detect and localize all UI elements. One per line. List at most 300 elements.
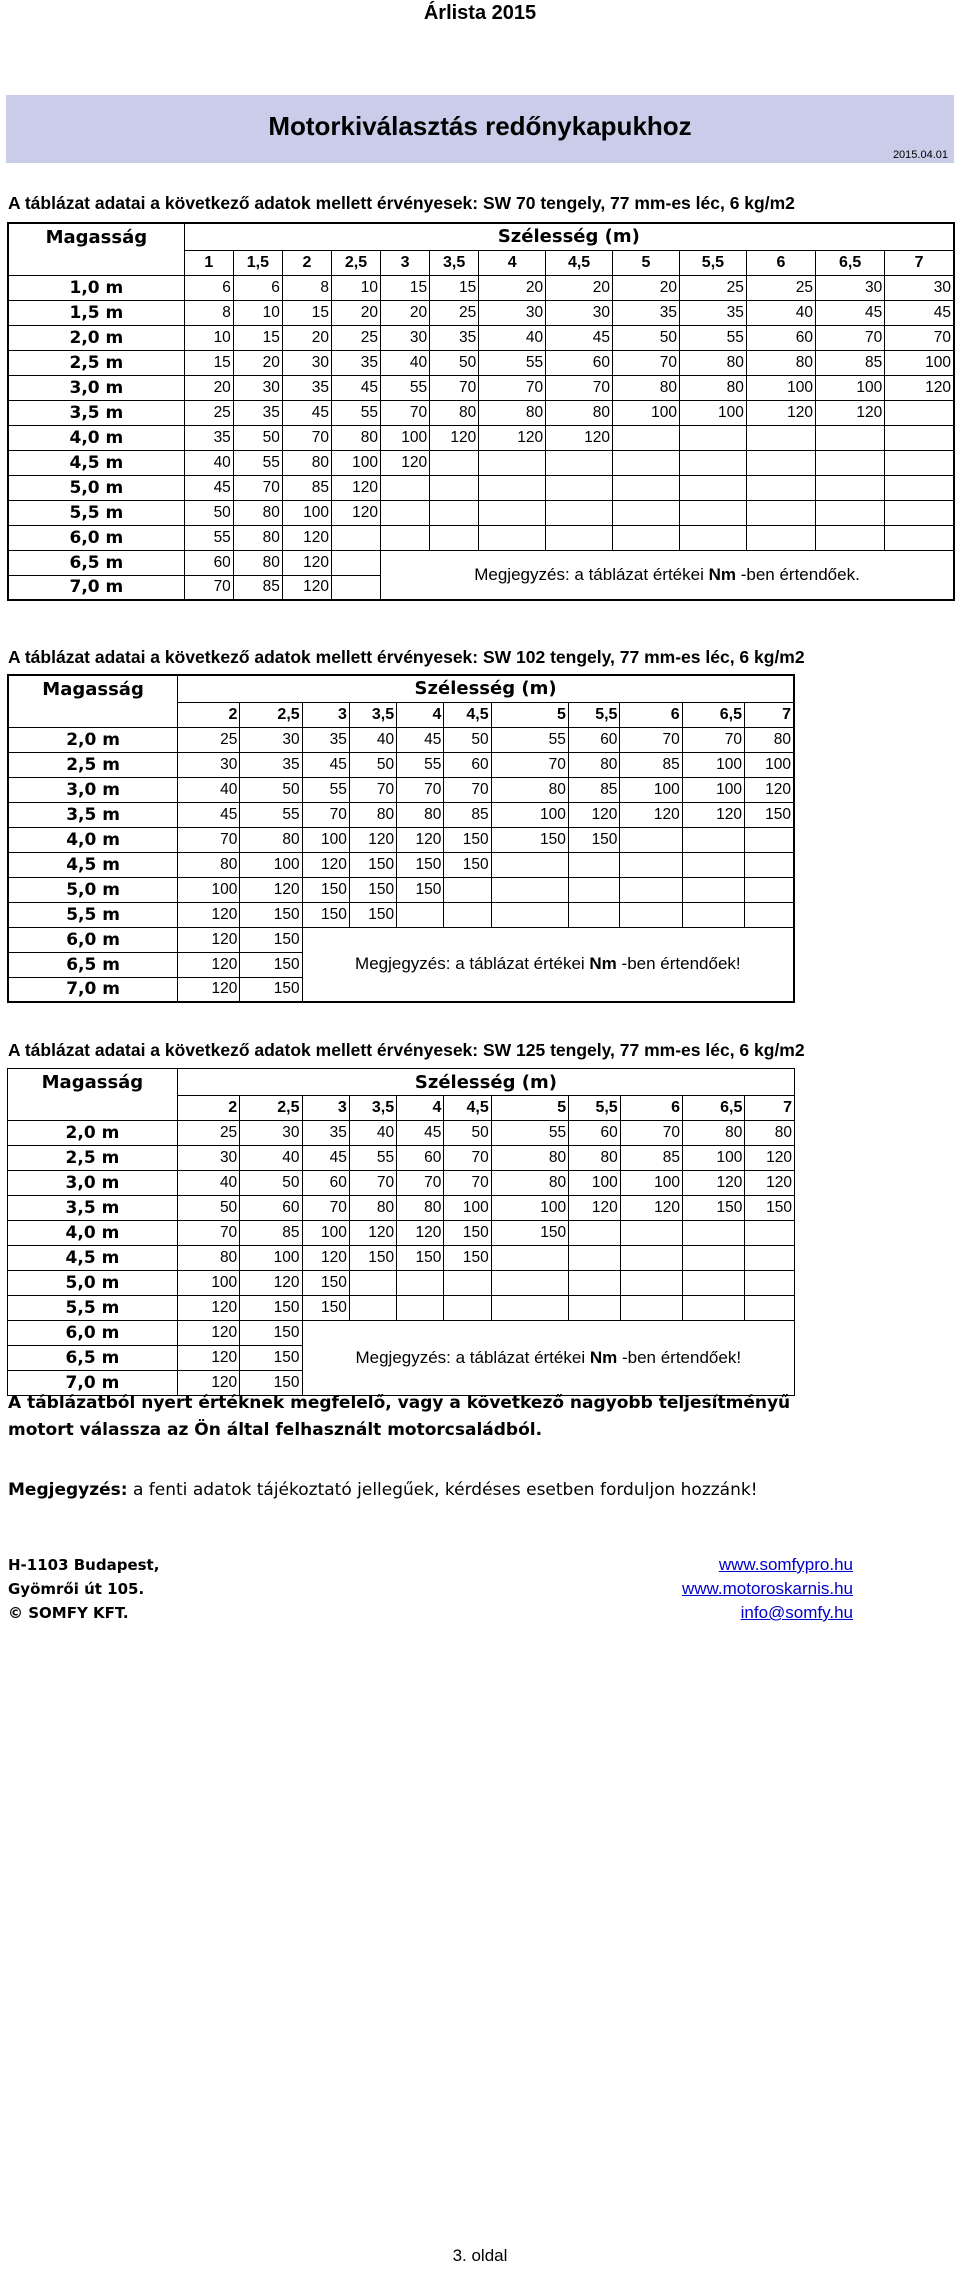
address-line-2: Gyömrői út 105.	[8, 1580, 145, 1598]
row-height-label: 6,0 m	[8, 1321, 178, 1346]
table-cell	[491, 852, 568, 877]
table-cell	[613, 525, 680, 550]
table-cell: 120	[546, 425, 613, 450]
table-cell: 100	[613, 400, 680, 425]
table-cell: 20	[381, 300, 430, 325]
table-cell: 100	[331, 450, 380, 475]
table-cell: 60	[546, 350, 613, 375]
table-cell: 10	[233, 300, 282, 325]
width-value: 4,5	[546, 250, 613, 275]
table-cell	[397, 1271, 444, 1296]
row-height-label: 4,0 m	[8, 827, 178, 852]
company-address	[8, 1553, 159, 1625]
table-cell: 120	[282, 525, 331, 550]
table-cell: 120	[620, 802, 682, 827]
table-cell: 80	[683, 1121, 745, 1146]
table-cell	[679, 425, 746, 450]
table-cell: 55	[479, 350, 546, 375]
table-cell: 35	[679, 300, 746, 325]
table-cell	[746, 525, 815, 550]
table-cell: 55	[491, 1121, 568, 1146]
width-value: 2	[177, 1096, 239, 1121]
width-value: 6,5	[683, 1096, 745, 1121]
table-cell: 60	[568, 727, 620, 752]
table-cell: 120	[885, 375, 954, 400]
table-cell: 80	[233, 525, 282, 550]
table-cell: 35	[613, 300, 680, 325]
table-cell: 120	[569, 1196, 621, 1221]
table-cell: 25	[178, 727, 240, 752]
table-cell: 80	[745, 1121, 795, 1146]
table-row	[8, 425, 954, 450]
table-cell: 100	[177, 1271, 239, 1296]
link-email[interactable]: info@somfy.hu	[740, 1603, 853, 1622]
table-cell: 150	[683, 1196, 745, 1221]
table-cell	[430, 450, 479, 475]
table-cell: 100	[178, 877, 240, 902]
table-cell	[491, 877, 568, 902]
table-cell: 80	[746, 350, 815, 375]
table-cell: 20	[184, 375, 233, 400]
table-cell: 150	[397, 1246, 444, 1271]
table-row	[8, 500, 954, 525]
table-cell: 70	[620, 1121, 682, 1146]
table-cell: 40	[746, 300, 815, 325]
banner-date: 2015.04.01	[892, 149, 948, 161]
disclaimer-text: a fenti adatok tájékoztató jellegűek, kérdéses esetben forduljon hozzánk!	[127, 1480, 758, 1500]
table-cell: 80	[479, 400, 546, 425]
table-cell	[569, 1246, 621, 1271]
title-banner	[6, 95, 954, 163]
table-cell: 120	[620, 1196, 682, 1221]
table-cell: 55	[679, 325, 746, 350]
height-header: Magasság	[8, 1069, 178, 1096]
note-suffix: -ben értendőek!	[617, 1347, 742, 1367]
table-cell: 45	[302, 1146, 349, 1171]
table-cell: 50	[613, 325, 680, 350]
table-cell	[683, 1271, 745, 1296]
height-header: Magasság	[8, 675, 178, 702]
table-cell: 150	[302, 877, 349, 902]
width-value: 4	[397, 702, 444, 727]
table-cell: 120	[683, 1171, 745, 1196]
table-cell: 150	[240, 902, 302, 927]
table-cell: 50	[184, 500, 233, 525]
table-row	[8, 802, 794, 827]
table-cell: 100	[682, 752, 744, 777]
note-unit: Nm	[708, 564, 736, 584]
width-values-row	[8, 1096, 795, 1121]
table-cell: 15	[381, 275, 430, 300]
table-cell	[746, 500, 815, 525]
row-height-label: 1,0 m	[8, 275, 184, 300]
table-cell: 55	[397, 752, 444, 777]
table-cell: 70	[444, 1146, 491, 1171]
table-cell	[613, 425, 680, 450]
table-cell: 80	[569, 1146, 621, 1171]
width-value: 4	[479, 250, 546, 275]
table-cell	[479, 525, 546, 550]
table-row	[8, 1221, 795, 1246]
table-cell: 35	[430, 325, 479, 350]
table-cell	[816, 525, 885, 550]
table-cell	[620, 877, 682, 902]
row-height-label: 3,5 m	[8, 802, 178, 827]
row-height-label: 2,0 m	[8, 1121, 178, 1146]
header-blank-cell	[8, 1096, 178, 1121]
table-cell	[745, 1296, 795, 1321]
table-cell	[745, 1271, 795, 1296]
table-cell	[683, 1221, 745, 1246]
table-cell	[620, 1271, 682, 1296]
width-value: 1,5	[233, 250, 282, 275]
table-cell: 35	[302, 1121, 349, 1146]
table-cell	[491, 1296, 568, 1321]
table-row	[8, 475, 954, 500]
row-height-label: 2,5 m	[8, 1146, 178, 1171]
table3-caption: A táblázat adatai a következő adatok mellett érvényesek: SW 125 tengely, 77 mm-es léc, 6 kg/m2	[8, 1040, 805, 1060]
torque-table-sw102	[7, 674, 795, 1003]
row-height-label: 4,5 m	[8, 852, 178, 877]
table-cell: 150	[349, 1246, 396, 1271]
table-cell: 30	[178, 752, 240, 777]
table-row	[8, 325, 954, 350]
width-value: 6	[746, 250, 815, 275]
row-height-label: 6,5 m	[8, 1346, 178, 1371]
table-cell: 55	[491, 727, 568, 752]
table-cell	[885, 425, 954, 450]
link-somfypro[interactable]: www.somfypro.hu	[718, 1555, 853, 1574]
table-cell	[331, 550, 380, 575]
table-cell: 150	[240, 1321, 302, 1346]
table-cell: 20	[479, 275, 546, 300]
table-cell: 60	[397, 1146, 444, 1171]
table-cell: 70	[397, 1171, 444, 1196]
table-cell: 85	[568, 777, 620, 802]
table-cell: 120	[282, 550, 331, 575]
width-value: 4,5	[444, 1096, 491, 1121]
table-cell	[885, 450, 954, 475]
contact-links	[682, 1553, 853, 1625]
table-cell	[620, 827, 682, 852]
table-cell: 100	[816, 375, 885, 400]
table-cell	[745, 1246, 795, 1271]
table-cell: 85	[233, 575, 282, 600]
table-cell: 100	[282, 500, 331, 525]
table-cell	[546, 475, 613, 500]
table-cell: 70	[479, 375, 546, 400]
table-cell	[479, 500, 546, 525]
table-cell: 150	[397, 877, 444, 902]
table-cell	[816, 475, 885, 500]
table-row	[8, 1246, 795, 1271]
row-height-label: 3,0 m	[8, 1171, 178, 1196]
row-height-label: 2,0 m	[8, 727, 178, 752]
link-motoroskarnis[interactable]: www.motoroskarnis.hu	[681, 1579, 853, 1598]
table-cell	[381, 475, 430, 500]
row-height-label: 7,0 m	[8, 575, 184, 600]
table-cell: 80	[397, 1196, 444, 1221]
table-cell	[568, 852, 620, 877]
width-value: 3,5	[349, 1096, 396, 1121]
table-cell: 10	[184, 325, 233, 350]
table-row	[8, 375, 954, 400]
table-row	[8, 902, 794, 927]
table-cell: 120	[178, 927, 240, 952]
table-cell: 45	[331, 375, 380, 400]
table-cell: 40	[178, 777, 240, 802]
table-cell: 150	[491, 1221, 568, 1246]
note-suffix: -ben értendőek.	[736, 564, 860, 584]
table-cell: 70	[430, 375, 479, 400]
table-cell: 120	[746, 400, 815, 425]
row-height-label: 3,0 m	[8, 777, 178, 802]
table-cell	[444, 877, 491, 902]
table-cell: 55	[302, 777, 349, 802]
table-cell	[397, 1296, 444, 1321]
header-blank-cell	[8, 702, 178, 727]
table-cell: 120	[397, 1221, 444, 1246]
table-cell: 80	[491, 1146, 568, 1171]
table-row	[8, 1196, 795, 1221]
table-cell: 120	[177, 1371, 239, 1396]
table-cell: 85	[240, 1221, 302, 1246]
table-row	[8, 877, 794, 902]
table-cell: 120	[381, 450, 430, 475]
table-cell: 40	[177, 1171, 239, 1196]
table-cell	[491, 1271, 568, 1296]
table-cell: 100	[240, 1246, 302, 1271]
table-cell: 30	[546, 300, 613, 325]
table-cell: 100	[302, 1221, 349, 1246]
table-cell	[613, 475, 680, 500]
disclaimer	[8, 1477, 758, 1504]
width-value: 6	[620, 1096, 682, 1121]
row-height-label: 6,0 m	[8, 927, 178, 952]
table-cell: 80	[546, 400, 613, 425]
table-cell: 55	[233, 450, 282, 475]
row-height-label: 2,5 m	[8, 752, 178, 777]
table-cell: 60	[302, 1171, 349, 1196]
table-cell: 80	[679, 350, 746, 375]
table-cell: 150	[240, 1371, 302, 1396]
table-cell	[569, 1296, 621, 1321]
width-value: 5,5	[679, 250, 746, 275]
table-cell: 70	[177, 1221, 239, 1246]
table-row	[8, 827, 794, 852]
table-cell: 70	[613, 350, 680, 375]
table-cell: 20	[282, 325, 331, 350]
width-value: 5	[613, 250, 680, 275]
table-cell: 150	[240, 1296, 302, 1321]
table-cell: 150	[240, 977, 302, 1002]
width-value: 7	[745, 1096, 795, 1121]
table-cell: 35	[282, 375, 331, 400]
table-cell: 100	[744, 752, 794, 777]
row-height-label: 4,0 m	[8, 425, 184, 450]
table-cell: 35	[233, 400, 282, 425]
table-cell: 25	[331, 325, 380, 350]
table-cell: 45	[546, 325, 613, 350]
table-cell: 85	[444, 802, 491, 827]
table-cell	[682, 902, 744, 927]
width-value: 4	[397, 1096, 444, 1121]
table-cell: 85	[620, 1146, 682, 1171]
table-cell: 80	[349, 1196, 396, 1221]
table2-caption: A táblázat adatai a következő adatok mellett érvényesek: SW 102 tengely, 77 mm-es léc, 6 kg/m2	[8, 647, 805, 667]
table-cell: 35	[302, 727, 349, 752]
table-cell	[331, 525, 380, 550]
table-cell: 150	[240, 1346, 302, 1371]
table-row	[8, 752, 794, 777]
table-cell: 60	[444, 752, 491, 777]
table-cell	[349, 1296, 396, 1321]
table-cell: 35	[331, 350, 380, 375]
table-cell	[331, 575, 380, 600]
table-cell	[546, 450, 613, 475]
table-row	[8, 550, 954, 575]
table-cell: 25	[679, 275, 746, 300]
table-cell: 50	[444, 727, 491, 752]
row-height-label: 7,0 m	[8, 1371, 178, 1396]
table-cell: 35	[240, 752, 302, 777]
table-cell	[682, 877, 744, 902]
table-cell: 60	[184, 550, 233, 575]
table-cell	[744, 827, 794, 852]
table-cell: 50	[430, 350, 479, 375]
table-cell: 120	[240, 877, 302, 902]
table-cell: 150	[444, 1246, 491, 1271]
table-cell: 150	[397, 852, 444, 877]
table-cell: 150	[302, 1296, 349, 1321]
width-value: 6,5	[682, 702, 744, 727]
table-cell	[568, 877, 620, 902]
table-cell: 80	[491, 777, 568, 802]
width-value: 7	[744, 702, 794, 727]
table-cell	[444, 902, 491, 927]
width-value: 6	[620, 702, 682, 727]
table-cell	[746, 475, 815, 500]
table-cell: 45	[397, 727, 444, 752]
table-cell: 50	[349, 752, 396, 777]
table-cell: 150	[349, 877, 396, 902]
table-cell: 80	[430, 400, 479, 425]
table-cell: 30	[240, 1121, 302, 1146]
width-header: Szélesség (m)	[184, 223, 954, 250]
table-cell: 25	[177, 1121, 239, 1146]
table-cell: 15	[430, 275, 479, 300]
table-cell: 80	[568, 752, 620, 777]
table-cell: 100	[620, 1171, 682, 1196]
table-row	[8, 1121, 795, 1146]
table-cell: 60	[746, 325, 815, 350]
table-cell: 120	[349, 827, 396, 852]
table-cell: 20	[233, 350, 282, 375]
row-height-label: 6,5 m	[8, 550, 184, 575]
table-cell	[444, 1296, 491, 1321]
table-cell: 50	[233, 425, 282, 450]
table-cell: 80	[282, 450, 331, 475]
table-cell	[479, 450, 546, 475]
table-cell: 120	[745, 1171, 795, 1196]
table-row	[8, 852, 794, 877]
table-cell: 80	[491, 1171, 568, 1196]
table-cell	[381, 525, 430, 550]
advice-line-2: motort válassza az Ön által felhasznált motorcsaládból.	[8, 1420, 543, 1440]
table-cell: 20	[546, 275, 613, 300]
table-cell: 150	[444, 1221, 491, 1246]
table-cell	[546, 525, 613, 550]
width-value: 3,5	[430, 250, 479, 275]
table-cell: 120	[816, 400, 885, 425]
note-unit: Nm	[589, 1347, 618, 1367]
table-cell: 70	[349, 1171, 396, 1196]
table-row	[8, 1146, 795, 1171]
table-cell: 70	[381, 400, 430, 425]
table-cell	[430, 475, 479, 500]
row-height-label: 3,5 m	[8, 1196, 178, 1221]
table-cell: 25	[746, 275, 815, 300]
width-value: 5,5	[568, 702, 620, 727]
note-cell	[381, 550, 954, 600]
table-cell: 70	[233, 475, 282, 500]
table-cell: 35	[184, 425, 233, 450]
width-value: 1	[184, 250, 233, 275]
table-row	[8, 300, 954, 325]
page-title: Motorkiválasztás redőnykapukhoz	[268, 111, 692, 141]
row-height-label: 2,0 m	[8, 325, 184, 350]
table-cell: 120	[331, 475, 380, 500]
row-height-label: 5,5 m	[8, 500, 184, 525]
table-cell: 85	[620, 752, 682, 777]
row-height-label: 5,0 m	[8, 1271, 178, 1296]
table-cell: 70	[546, 375, 613, 400]
table-cell: 20	[613, 275, 680, 300]
table-row	[8, 275, 954, 300]
table-row	[8, 350, 954, 375]
table-row	[8, 1171, 795, 1196]
table-cell: 55	[240, 802, 302, 827]
table-cell: 100	[491, 1196, 568, 1221]
document-header-title: Árlista 2015	[423, 2, 537, 24]
table-cell: 15	[233, 325, 282, 350]
table-cell: 70	[444, 1171, 491, 1196]
table-cell: 30	[282, 350, 331, 375]
table-cell: 150	[302, 902, 349, 927]
table-cell: 150	[491, 827, 568, 852]
table-cell: 30	[233, 375, 282, 400]
note-cell	[302, 927, 794, 1002]
table-cell: 80	[331, 425, 380, 450]
table-cell: 80	[177, 1246, 239, 1271]
table-cell: 20	[331, 300, 380, 325]
table-cell	[885, 475, 954, 500]
table-cell: 15	[282, 300, 331, 325]
table-cell: 85	[816, 350, 885, 375]
table-cell: 100	[885, 350, 954, 375]
table-cell: 120	[349, 1221, 396, 1246]
table-cell	[569, 1221, 621, 1246]
table-cell	[613, 450, 680, 475]
table-row	[8, 777, 794, 802]
table-cell: 100	[682, 777, 744, 802]
table-cell: 100	[679, 400, 746, 425]
width-header: Szélesség (m)	[177, 1069, 794, 1096]
row-height-label: 4,5 m	[8, 1246, 178, 1271]
table-cell: 150	[745, 1196, 795, 1221]
width-value: 5,5	[569, 1096, 621, 1121]
width-value: 4,5	[444, 702, 491, 727]
